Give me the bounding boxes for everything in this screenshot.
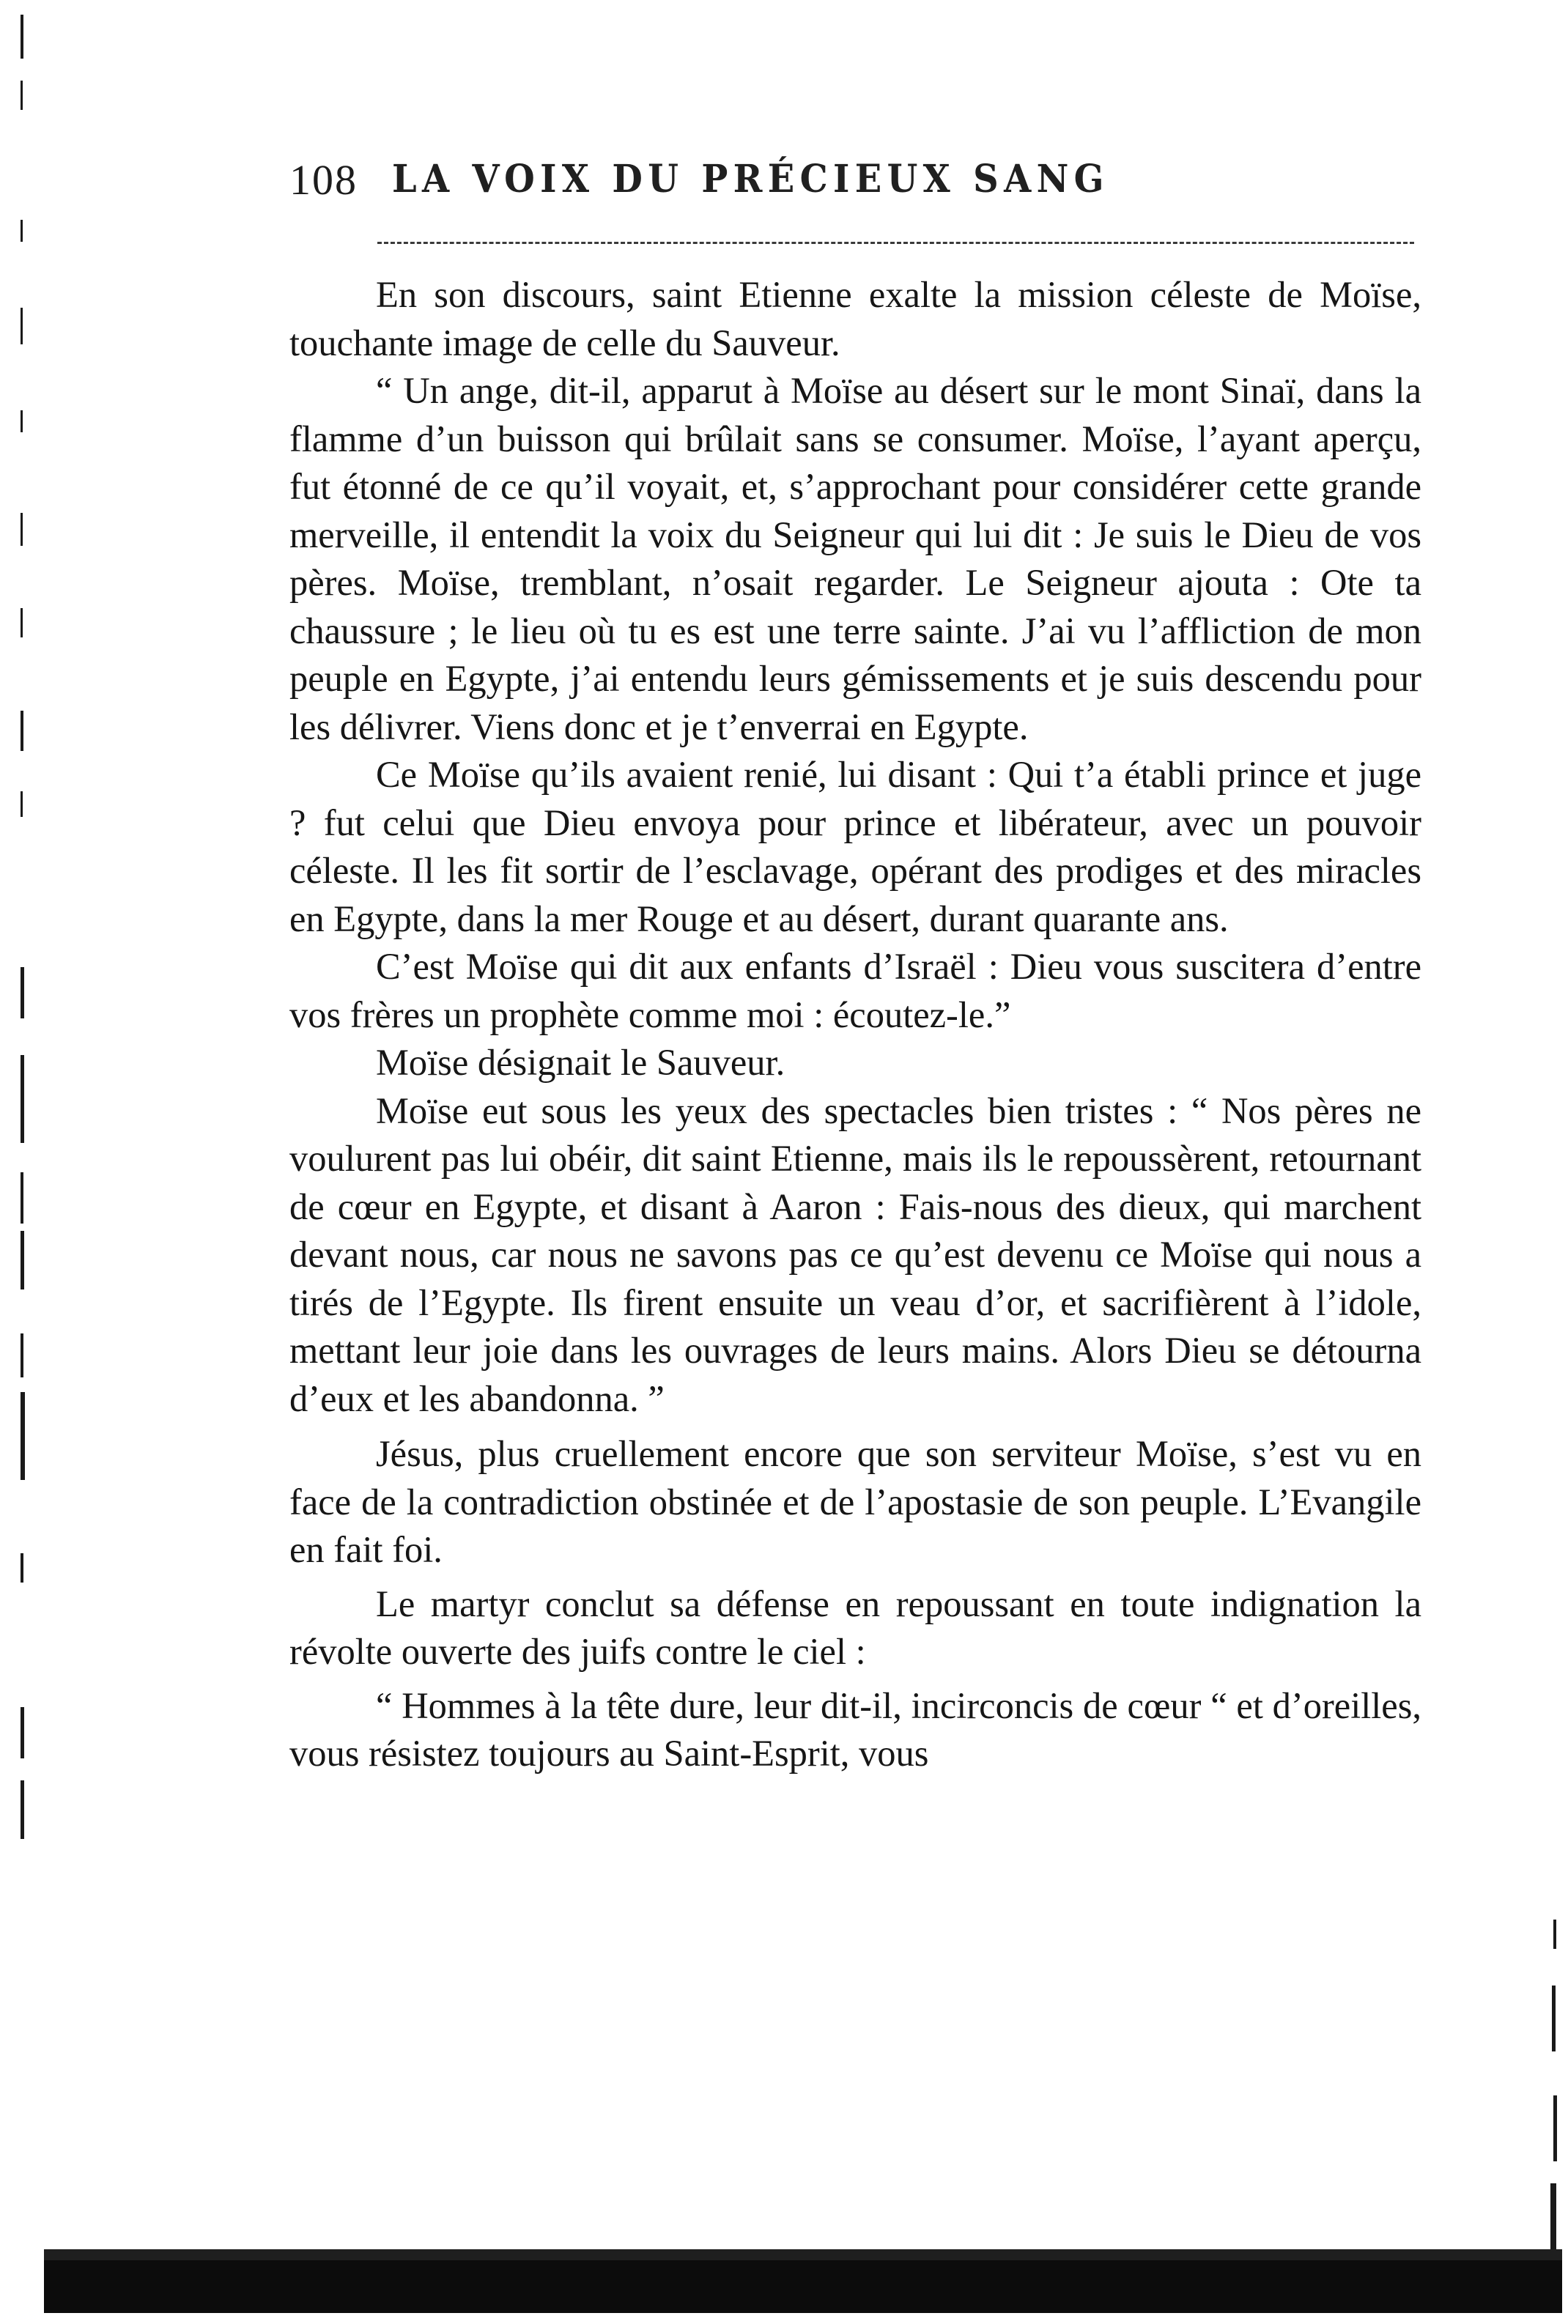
header-rule <box>377 242 1414 244</box>
paragraph: Jésus, plus cruellement encore que son serviteur Moïse, s’est vu en face de la contradiction obstinée et de l’apostasie de son peuple. L’Evangile en fait foi. <box>289 1433 1421 1570</box>
paragraph: Moïse désignait le Sauveur. <box>376 1042 785 1083</box>
paragraph: “ Hommes à la tête dure, leur dit-il, incirconcis de cœur “ et d’oreilles, vous résistez toujours au Saint-Esprit, vous <box>289 1684 1421 1774</box>
paragraph: En son discours, saint Etienne exalte la mission céleste de Moïse, touchante image de celle du Sauveur. <box>289 274 1421 363</box>
running-title: LA VOIX DU PRÉCIEUX SANG <box>392 157 1109 201</box>
page-number: 108 <box>289 156 358 204</box>
paragraph: “ Un ange, dit-il, apparut à Moïse au désert sur le mont Sinaï, dans la flamme d’un buisson qui brûlait sans se consumer. Moïse, l’ayant aperçu, fut étonné de ce qu’il voyait, et, s’approchant pour considérer cette grande merveille, il entendit la voix du Seigneur qui lui dit : Je suis le Dieu de vos pères. Moïse, tremblant, n’osait regarder. Le Seigneur ajouta : Ote ta chaussure ; le lieu où tu es est une terre sainte. J’ai vu l’affliction de mon peuple en Egypte, j’ai entendu leurs gémissements et je suis descendu pour les délivrer. Viens donc et je t’enverrai en Egypte. <box>289 370 1421 747</box>
body-text <box>289 271 1421 1778</box>
paragraph: Ce Moïse qu’ils avaient renié, lui disant : Qui t’a établi prince et juge ? fut celui que Dieu envoya pour prince et libérateur, avec un pouvoir céleste. Il les fit sortir de l’esclavage, opérant des prodiges et des miracles en Egypte, dans la mer Rouge et au désert, durant quarante ans. <box>289 754 1421 939</box>
paragraph: C’est Moïse qui dit aux enfants d’Israël : Dieu vous suscitera d’entre vos frères un prophète comme moi : écoutez-le.” <box>289 946 1421 1035</box>
scan-margin-artifact-right <box>1546 1905 1564 2286</box>
paragraph: Le martyr conclut sa défense en repoussant en toute indignation la révolte ouverte des juifs contre le ciel : <box>289 1583 1421 1672</box>
scan-margin-artifact-left <box>13 0 42 1685</box>
paragraph: Moïse eut sous les yeux des spectacles bien tristes : “ Nos pères ne voulurent pas lui obéir, dit saint Etienne, mais ils le repoussèrent, retournant de cœur en Egypte, et disant à Aaron : Fais-nous des dieux, qui marchent devant nous, car nous ne savons pas ce qu’est devenu ce Moïse qui nous a tirés de l’Egypte. Ils firent ensuite un veau d’or, et sacrifièrent à l’idole, mettant leur joie dans les ouvrages de leurs mains. Alors Dieu se détourna d’eux et les abandonna. ” <box>289 1089 1421 1419</box>
scan-bottom-border <box>44 2260 1562 2313</box>
page-header <box>289 147 1418 212</box>
